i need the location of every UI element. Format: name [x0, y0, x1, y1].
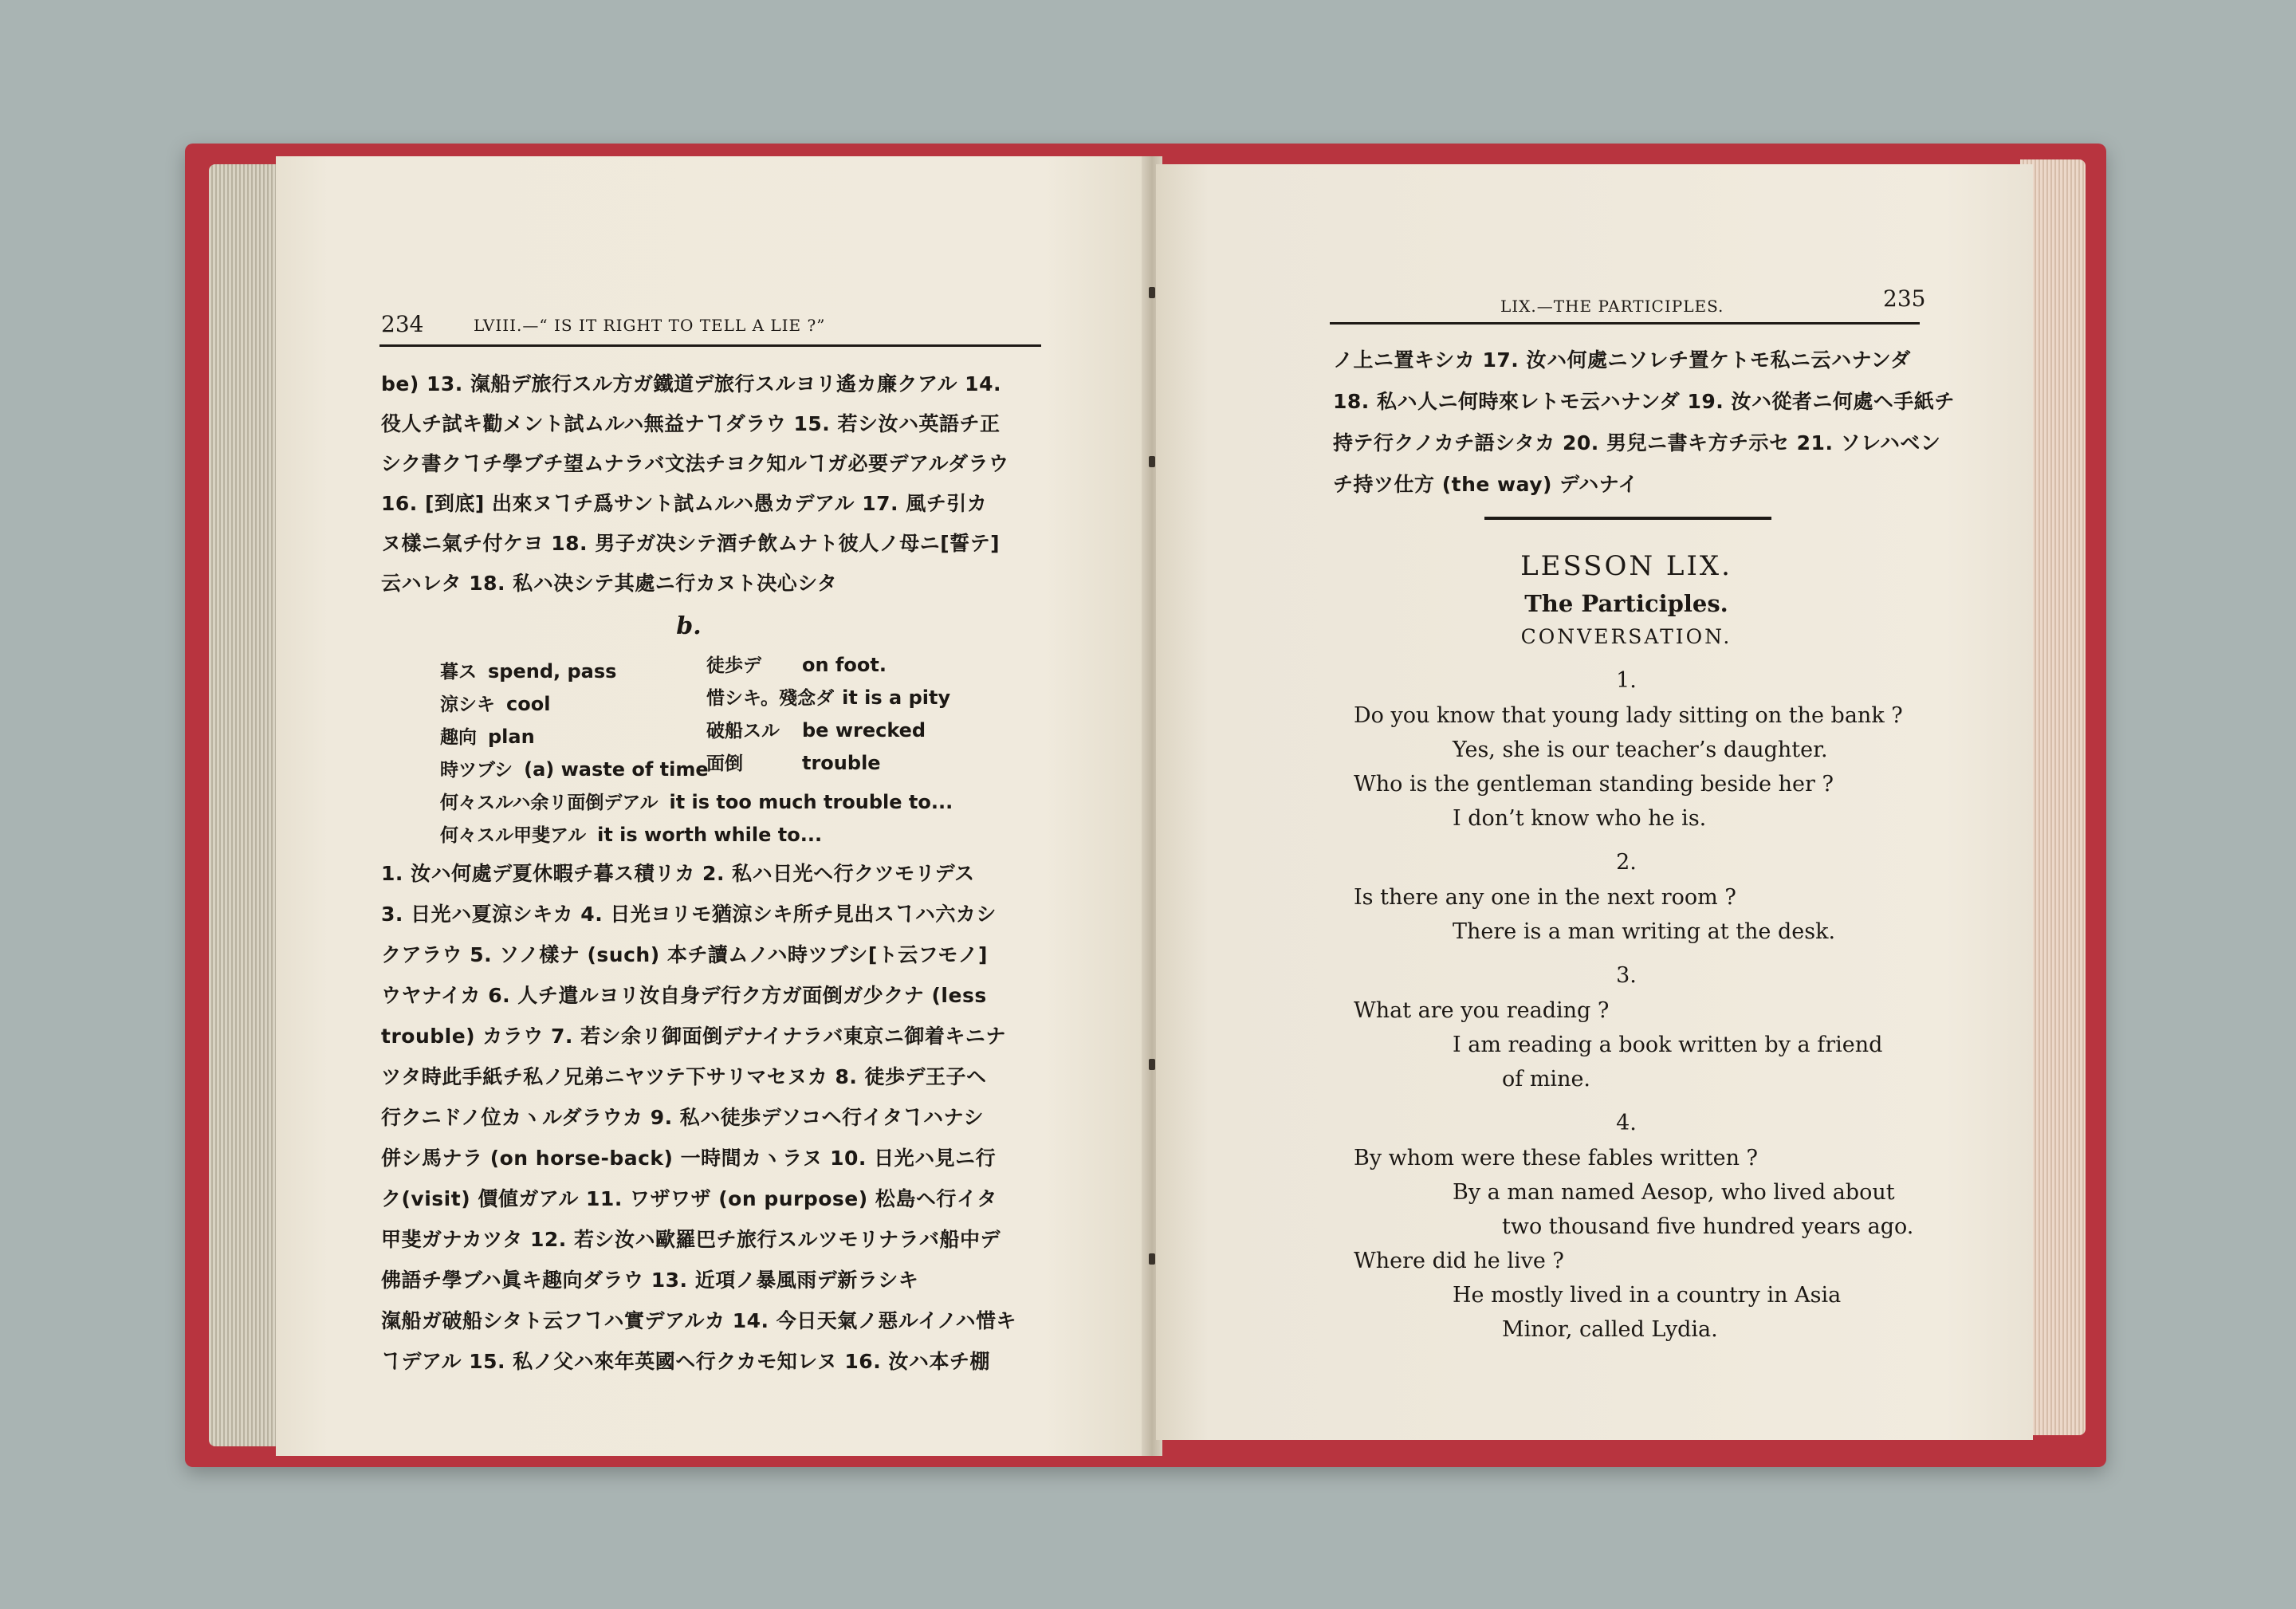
text-line: 云ハレタ 18. 私ハ决シテ其處ニ行カヌト决心シタ — [381, 572, 838, 595]
dialog-line: There is a man writing at the desk. — [1453, 919, 1836, 944]
right-running-head: LIX.—THE PARTICIPLES. — [1500, 297, 1724, 316]
vocab-item — [440, 722, 535, 749]
vocab-item — [440, 690, 550, 716]
text-line: クアラウ 5. ソノ樣ナ (such) 本チ讀ムノハ時ツブシ[ト云フモノ] — [381, 943, 988, 966]
vocab-ja: 徒歩デ — [706, 655, 761, 676]
vocab-ja: 破船スル — [706, 721, 780, 742]
text-line: 行クニドノ位カヽルダラウカ 9. 私ハ徒歩デソコヘ行イタヿハナシ — [381, 1106, 985, 1129]
lesson-divider — [1484, 517, 1771, 520]
vocab-ja: 面倒 — [706, 753, 743, 774]
dialog-line: two thousand five hundred years ago. — [1502, 1214, 1914, 1239]
left-page-number: 234 — [381, 311, 424, 337]
vocab-item — [440, 657, 616, 683]
vocab-ja: 趣向 — [440, 727, 477, 748]
right-header-rule — [1330, 322, 1920, 325]
text-line: trouble) カラウ 7. 若シ余リ御面倒デナイナラバ東京ニ御着キニナ — [381, 1025, 1006, 1048]
stitch — [1149, 287, 1155, 298]
vocab-en: on foot. — [802, 654, 887, 676]
text-line: 甲斐ガナカツタ 12. 若シ汝ハ歐羅巴チ旅行スルツモリナラバ船中デ — [381, 1228, 1001, 1251]
section-number: 4. — [1616, 1111, 1637, 1135]
text-line: ヿデアル 15. 私ノ父ハ來年英國ヘ行クカモ知レヌ 16. 汝ハ本チ棚 — [381, 1350, 990, 1373]
section-number: 2. — [1616, 850, 1637, 875]
section-number: 3. — [1616, 963, 1637, 988]
vocab-item — [440, 755, 709, 781]
stitch — [1149, 1059, 1155, 1070]
dialog-line: What are you reading ? — [1354, 998, 1610, 1023]
vocab-ja: 何々スルハ余リ面倒デアル — [440, 793, 659, 813]
vocab-ja: 惜シキ。殘念ダ — [706, 688, 835, 709]
vocab-en: spend, pass — [488, 660, 617, 683]
vocab-en: it is worth while to... — [597, 824, 823, 846]
vocab-ja: 涼シキ — [440, 694, 495, 715]
left-header-rule — [379, 344, 1041, 347]
vocab-en: it is a pity — [842, 686, 951, 709]
vocab-en: (a) waste of time — [524, 758, 709, 781]
text-line: 18. 私ハ人ニ何時來レトモ云ハナンダ 19. 汝ハ從者ニ何處ヘ手紙チ — [1333, 390, 1955, 413]
right-page-number: 235 — [1883, 285, 1926, 312]
text-line: ヌ樣ニ氣チ付ケヨ 18. 男子ガ决シテ酒チ飲ムナト彼人ノ母ニ[誓テ] — [381, 532, 1001, 555]
dialog-line: Minor, called Lydia. — [1502, 1317, 1718, 1342]
text-line: 3. 日光ハ夏涼シキカ 4. 日光ヨリモ猶涼シキ所チ見出スヿハ六カシ — [381, 903, 997, 926]
conversation-heading: CONVERSATION. — [1520, 625, 1732, 648]
dialog-line: He mostly lived in a country in Asia — [1453, 1283, 1842, 1308]
dialog-line: By whom were these fables written ? — [1354, 1146, 1759, 1170]
dialog-line: Who is the gentleman standing beside her ? — [1354, 772, 1834, 797]
right-page — [1156, 164, 2033, 1440]
dialog-line: I am reading a book written by a friend — [1453, 1033, 1883, 1057]
text-line: ク(visit) 價値ガアル 11. ワザワザ (on purpose) 松島ヘ行イタ — [381, 1187, 997, 1210]
lesson-title: LESSON LIX. — [1520, 550, 1732, 582]
vocab-item — [440, 820, 822, 847]
vocab-en: it is too much trouble to... — [669, 791, 953, 813]
vocab-ja: 時ツブシ — [440, 760, 513, 781]
dialog-line: Where did he live ? — [1354, 1249, 1564, 1273]
vocab-item — [706, 716, 926, 742]
vocab-ja: 何々スル甲斐アル — [440, 825, 587, 846]
text-line: 1. 汝ハ何處デ夏休暇チ暮ス積リカ 2. 私ハ日光ヘ行クツモリデス — [381, 862, 975, 885]
text-line: ノ上ニ置キシカ 17. 汝ハ何處ニソレチ置ケトモ私ニ云ハナンダ — [1333, 348, 1911, 372]
text-line: シク書クヿチ學ブチ望ムナラバ文法チヨク知ルヿガ必要デアルダラウ — [381, 452, 1009, 475]
vocab-item — [706, 651, 887, 677]
page-edges-left — [209, 164, 282, 1446]
vocab-en: cool — [506, 693, 551, 715]
left-page — [276, 156, 1150, 1456]
vocab-ja: 暮ス — [440, 662, 477, 683]
stitch — [1149, 1253, 1155, 1265]
vocab-item — [440, 788, 953, 814]
left-running-head: LVIII.—“ IS IT RIGHT TO TELL A LIE ?” — [474, 316, 826, 335]
dialog-line: Yes, she is our teacher’s daughter. — [1453, 738, 1828, 762]
vocab-item — [706, 683, 950, 710]
text-line: 役人チ試キ勸メント試ムルハ無益ナヿダラウ 15. 若シ汝ハ英語チ正 — [381, 412, 1001, 435]
text-line: 16. [到底] 出來ヌヿチ爲サント試ムルハ愚カデアル 17. 風チ引カ — [381, 492, 988, 515]
dialog-line: Do you know that young lady sitting on the bank ? — [1354, 703, 1903, 728]
text-line: 持テ行クノカチ語シタカ 20. 男兒ニ書キ方チ示セ 21. ソレハベン — [1333, 431, 1941, 454]
text-line: ツタ時此手紙チ私ノ兄弟ニヤツテ下サリマセヌカ 8. 徒歩デ王子ヘ — [381, 1065, 987, 1088]
text-line: ウヤナイカ 6. 人チ遣ルヨリ汝自身デ行ク方ガ面倒ガ少クナ (less — [381, 984, 987, 1007]
vocab-en: plan — [488, 726, 535, 748]
section-b-label: b. — [676, 612, 702, 640]
lesson-subtitle: The Participles. — [1524, 590, 1728, 617]
dialog-line: By a man named Aesop, who lived about — [1453, 1180, 1895, 1205]
stitch — [1149, 456, 1155, 467]
vocab-en: trouble — [802, 752, 881, 774]
dialog-line: of mine. — [1502, 1067, 1591, 1092]
text-line: チ持ツ仕方 (the way) デハナイ — [1333, 473, 1638, 496]
section-number: 1. — [1616, 668, 1637, 693]
text-line: 佛語チ學ブハ眞キ趣向ダラウ 13. 近項ノ暴風雨デ新ラシキ — [381, 1269, 919, 1292]
text-line: 滊船ガ破船シタト云フヿハ實デアルカ 14. 今日天氣ノ惡ルイノハ惜キ — [381, 1309, 1016, 1332]
text-line: be) 13. 滊船デ旅行スル方ガ鐵道デ旅行スルヨリ遙カ廉クアル 14. — [381, 372, 1001, 395]
dialog-line: Is there any one in the next room ? — [1354, 885, 1736, 910]
text-line: 併シ馬ナラ (on horse-back) 一時間カヽラヌ 10. 日光ハ見ニ行 — [381, 1147, 997, 1170]
vocab-en: be wrecked — [802, 719, 926, 742]
dialog-line: I don’t know who he is. — [1453, 806, 1707, 831]
vocab-item — [706, 749, 881, 775]
